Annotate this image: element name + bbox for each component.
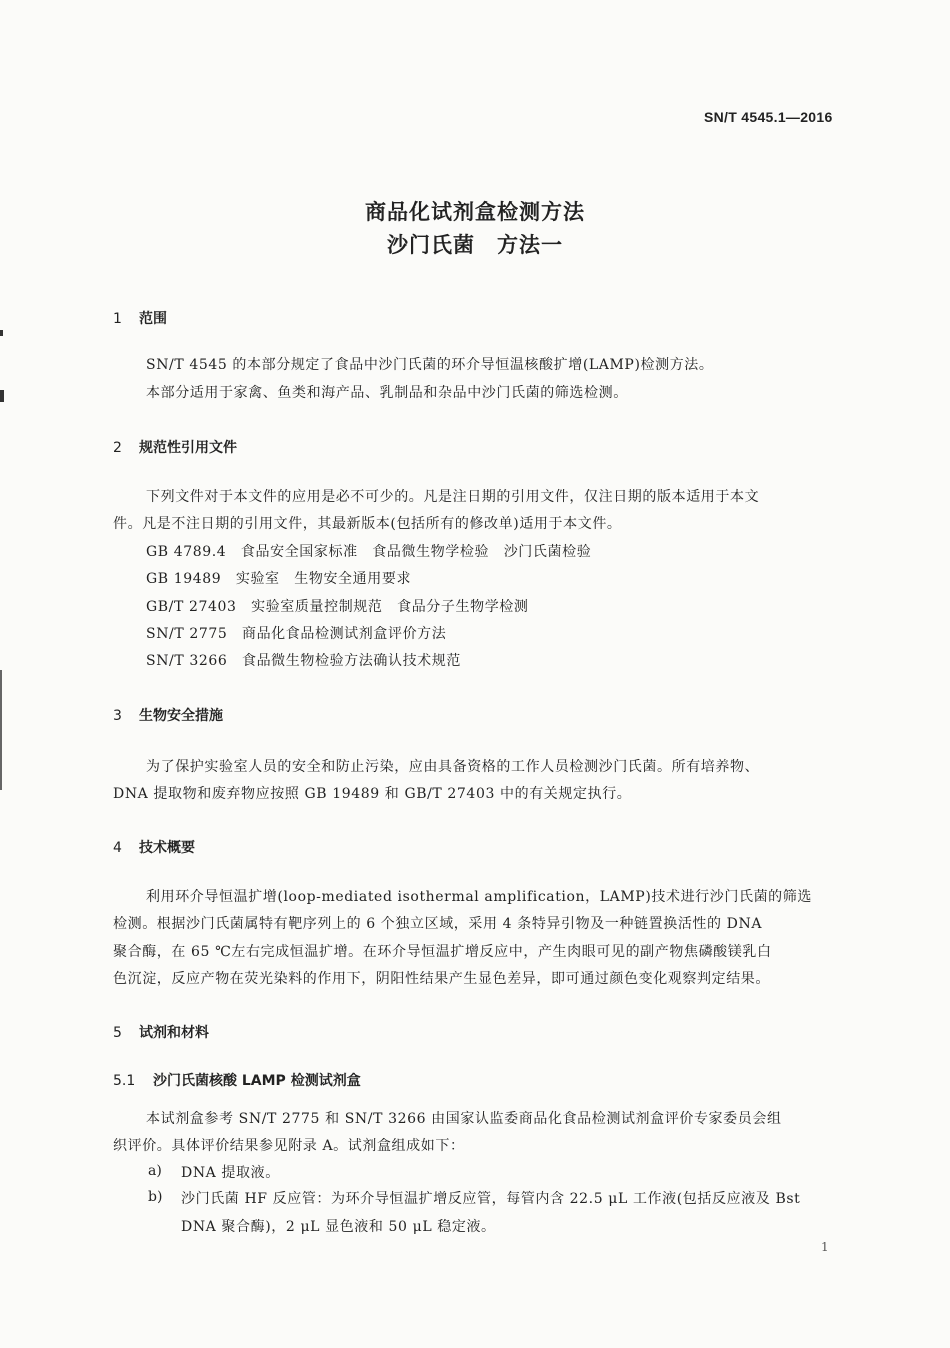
paragraph-line: 件。凡是不注日期的引用文件，其最新版本(包括所有的修改单)适用于本文件。: [113, 516, 622, 532]
scan-edge-mark: [0, 330, 3, 336]
section-title: 生物安全措施: [139, 708, 223, 724]
paragraph-line: DNA 提取物和废弃物应按照 GB 19489 和 GB/T 27403 中的有关规定执行。: [113, 786, 632, 802]
list-marker: a): [148, 1163, 162, 1179]
subsection-heading-lamp-kit: [113, 1070, 361, 1090]
paragraph-line: 为了保护实验室人员的安全和防止污染，应由具备资格的工作人员检测沙门氏菌。所有培养物、: [146, 759, 760, 775]
list-item-continuation: DNA 聚合酶)，2 μL 显色液和 50 μL 稳定液。: [181, 1219, 496, 1235]
reference-item: GB 4789.4 食品安全国家标准 食品微生物学检验 沙门氏菌检验: [146, 544, 592, 560]
paragraph-line: 下列文件对于本文件的应用是必不可少的。凡是注日期的引用文件，仅注日期的版本适用于本文: [146, 489, 760, 505]
paragraph-line: 检测。根据沙门氏菌属特有靶序列上的 6 个独立区域，采用 4 条特异引物及一种链置换活性的 DNA: [113, 916, 763, 932]
section-heading-scope: [113, 308, 167, 328]
section-number: 2: [113, 440, 122, 456]
section-heading-technical-summary: [113, 837, 195, 857]
document-subtitle: 沙门氏菌 方法一: [387, 233, 563, 257]
paragraph-line: 色沉淀，反应产物在荧光染料的作用下，阴阳性结果产生显色差异，即可通过颜色变化观察判定结果。: [113, 971, 770, 987]
section-title: 试剂和材料: [139, 1025, 209, 1041]
paragraph-line: 织评价。具体评价结果参见附录 A。试剂盒组成如下：: [113, 1138, 465, 1154]
list-item: DNA 提取液。: [181, 1165, 280, 1181]
reference-item: SN/T 2775 商品化食品检测试剂盒评价方法: [146, 626, 447, 642]
section-heading-reagents: [113, 1022, 209, 1042]
section-number: 3: [113, 708, 122, 724]
scan-edge-mark: [0, 390, 4, 402]
list-marker: b): [148, 1189, 163, 1205]
reference-item: GB 19489 实验室 生物安全通用要求: [146, 571, 412, 587]
page-number: 1: [821, 1240, 829, 1254]
paragraph-line: 利用环介导恒温扩增(loop-mediated isothermal amplification，LAMP)技术进行沙门氏菌的筛选: [146, 889, 812, 905]
section-heading-biosafety: [113, 705, 223, 725]
paragraph-line: 聚合酶，在 65 ℃左右完成恒温扩增。在环介导恒温扩增反应中，产生肉眼可见的副产物焦磷酸镁乳白: [113, 944, 772, 960]
section-title: 范围: [139, 311, 167, 327]
standard-number: SN/T 4545.1—2016: [704, 109, 833, 125]
paragraph: 本部分适用于家禽、鱼类和海产品、乳制品和杂品中沙门氏菌的筛选检测。: [146, 385, 628, 401]
list-item: 沙门氏菌 HF 反应管：为环介导恒温扩增反应管，每管内含 22.5 μL 工作液(包括反应液及 Bst: [181, 1191, 801, 1207]
section-title: 规范性引用文件: [139, 440, 237, 456]
section-number: 5: [113, 1025, 122, 1041]
reference-item: SN/T 3266 食品微生物检验方法确认技术规范: [146, 653, 461, 669]
section-number: 1: [113, 311, 122, 327]
paragraph-line: 本试剂盒参考 SN/T 2775 和 SN/T 3266 由国家认监委商品化食品检测试剂盒评价专家委员会组: [146, 1111, 782, 1127]
reference-item: GB/T 27403 实验室质量控制规范 食品分子生物学检测: [146, 599, 529, 615]
section-number: 4: [113, 840, 122, 856]
section-title: 沙门氏菌核酸 LAMP 检测试剂盒: [153, 1073, 361, 1089]
section-title: 技术概要: [139, 840, 195, 856]
scan-edge-mark: [0, 670, 2, 790]
document-title: 商品化试剂盒检测方法: [365, 200, 585, 224]
section-number: 5.1: [113, 1073, 136, 1089]
section-heading-normative-references: [113, 437, 237, 457]
paragraph: SN/T 4545 的本部分规定了食品中沙门氏菌的环介导恒温核酸扩增(LAMP)检测方法。: [146, 357, 714, 373]
